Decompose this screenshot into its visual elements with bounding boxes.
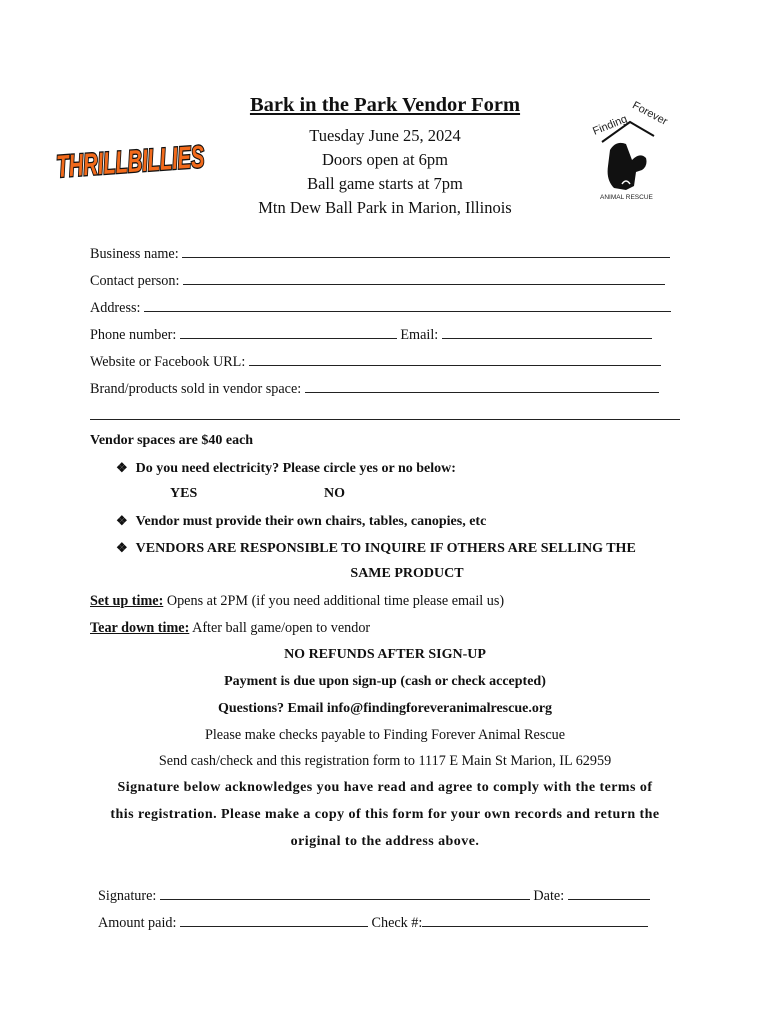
logo-finding-text: Finding — [591, 113, 630, 138]
phone-field[interactable] — [180, 326, 397, 339]
electricity-yes[interactable]: YES — [170, 486, 198, 501]
business-name-row — [90, 245, 670, 263]
acknowledgement-line1: Signature below acknowledges you have read and agree to comply with the terms of — [117, 780, 653, 795]
website-label: Website or Facebook URL: — [90, 354, 246, 370]
setup-time-text: Opens at 2PM (if you need additional time please email us) — [163, 593, 505, 609]
payment-row — [98, 914, 648, 932]
diamond-bullet-icon: ❖ — [116, 460, 128, 475]
chairs-note-text: Vendor must provide their own chairs, tables, canopies, etc — [135, 514, 487, 529]
address-row — [90, 299, 671, 317]
checks-payable: Please make checks payable to Finding Forever Animal Rescue — [204, 727, 566, 743]
electricity-question — [116, 460, 456, 477]
event-date: Tuesday June 25, 2024 — [309, 126, 461, 145]
logo-forever-text: Forever — [630, 99, 670, 128]
address-field[interactable] — [144, 299, 671, 312]
thrillbillies-logo-text: THRILLBILLIES — [55, 133, 287, 185]
brand-row — [90, 380, 659, 398]
venue: Mtn Dew Ball Park in Marion, Illinois — [258, 198, 512, 217]
questions-email: Questions? Email info@findingforeveranimalrescue.org — [217, 701, 553, 716]
inquire-note — [116, 540, 636, 557]
date-label: Date: — [533, 888, 565, 904]
chairs-note — [116, 513, 486, 530]
brand-field[interactable] — [305, 380, 659, 393]
signature-field[interactable] — [160, 887, 530, 900]
business-name-field[interactable] — [182, 245, 670, 258]
diamond-bullet-icon: ❖ — [116, 513, 128, 528]
phone-email-row — [90, 326, 652, 344]
amount-paid-field[interactable] — [180, 914, 368, 927]
signature-row — [98, 887, 650, 905]
email-label: Email: — [400, 327, 439, 343]
amount-paid-label: Amount paid: — [98, 915, 177, 931]
check-number-label: Check #: — [371, 915, 423, 931]
brand-label: Brand/products sold in vendor space: — [90, 381, 302, 397]
date-field[interactable] — [568, 887, 650, 900]
business-name-label: Business name: — [90, 246, 179, 262]
contact-person-row — [90, 272, 665, 290]
inquire-note-text: VENDORS ARE RESPONSIBLE TO INQUIRE IF OTHERS ARE SELLING THE — [135, 541, 636, 556]
teardown-time-text: After ball game/open to vendor — [189, 620, 371, 636]
contact-person-label: Contact person: — [90, 273, 180, 289]
game-time: Ball game starts at 7pm — [307, 174, 463, 193]
electricity-question-text: Do you need electricity? Please circle yes or no below: — [135, 461, 456, 476]
logo-animal-rescue-text: ANIMAL RESCUE — [600, 194, 653, 201]
no-refunds: NO REFUNDS AFTER SIGN-UP — [284, 647, 486, 662]
teardown-time-label: Tear down time: — [90, 620, 190, 636]
electricity-no[interactable]: NO — [324, 486, 345, 501]
check-number-field[interactable] — [422, 914, 648, 927]
setup-time — [90, 593, 504, 610]
vendor-price: Vendor spaces are $40 each — [90, 433, 254, 448]
send-address: Send cash/check and this registration form to 1117 E Main St Marion, IL 62959 — [158, 753, 612, 769]
address-label: Address: — [90, 300, 141, 316]
form-title: Bark in the Park Vendor Form — [249, 94, 521, 116]
doors-time: Doors open at 6pm — [321, 150, 449, 169]
setup-time-label: Set up time: — [90, 593, 164, 609]
contact-person-field[interactable] — [183, 272, 665, 285]
inquire-note-line2: SAME PRODUCT — [350, 566, 464, 581]
website-row — [90, 353, 661, 371]
payment-note: Payment is due upon sign-up (cash or check accepted) — [224, 674, 546, 689]
website-field[interactable] — [249, 353, 661, 366]
brand-field-continued[interactable] — [90, 419, 680, 420]
diamond-bullet-icon: ❖ — [116, 540, 128, 555]
teardown-time — [90, 620, 370, 637]
email-field[interactable] — [442, 326, 652, 339]
signature-label: Signature: — [98, 888, 157, 904]
acknowledgement-line2: this registration. Please make a copy of this form for your own records and return the — [110, 807, 660, 822]
phone-label: Phone number: — [90, 327, 177, 343]
acknowledgement-line3: original to the address above. — [290, 834, 480, 849]
